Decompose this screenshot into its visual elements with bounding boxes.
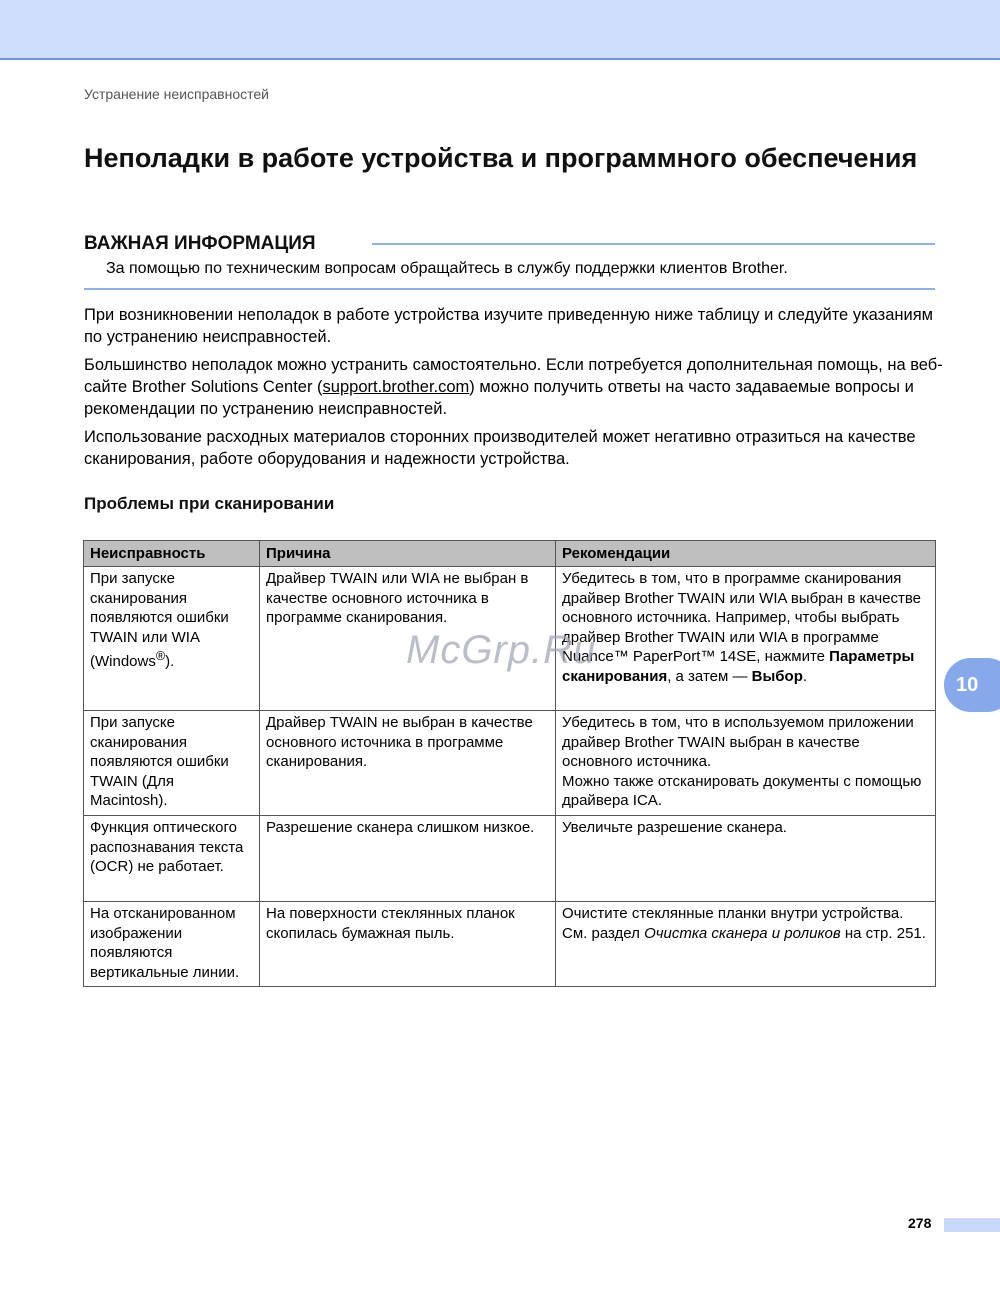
recommendation-cell xyxy=(556,567,936,711)
consumables-paragraph: Использование расходных материалов сторонних производителей может негативно отразиться на качестве сканирования, работе оборудования и надежности устройства. xyxy=(84,428,916,468)
header-recommendations: Рекомендации xyxy=(556,541,936,567)
table-row xyxy=(84,815,936,901)
important-text: За помощью по техническим вопросам обращайтесь в службу поддержки клиентов Brother. xyxy=(106,260,788,277)
rec-bold-select: Выбор xyxy=(751,667,803,685)
support-text-before: Большинство неполадок можно устранить самостоятельно. Если потребуется дополнительная помощь, на веб-сайте Brother Solutions Center ( xyxy=(84,356,943,396)
rec-line: Убедитесь в том, что в используемом приложении драйвер Brother TWAIN выбран в качестве основного источника. xyxy=(562,714,914,771)
rec-text: на стр. 251. xyxy=(840,924,926,942)
rec-line: Можно также отсканировать документы с помощью драйвера ICA. xyxy=(562,772,922,810)
running-header: Устранение неисправностей xyxy=(84,86,269,102)
rec-italic-reference[interactable]: Очистка сканера и роликов xyxy=(644,924,841,942)
recommendation-cell xyxy=(556,711,936,816)
problem-text: При запуске сканирования появляются ошибки TWAIN или WIA (Windows xyxy=(90,570,229,671)
problem-cell: Функция оптического распознавания текста (OCR) не работает. xyxy=(84,815,260,901)
page-number: 278 xyxy=(908,1215,932,1231)
support-paragraph xyxy=(84,354,944,420)
problem-cell xyxy=(84,567,260,711)
page-number-bar xyxy=(944,1218,1000,1232)
table-row xyxy=(84,711,936,816)
rec-text: . xyxy=(802,667,808,685)
scanning-issues-table xyxy=(83,540,936,987)
registered-mark: ® xyxy=(155,649,166,664)
rec-bold-scan-settings: Параметры сканирования xyxy=(562,648,915,685)
recommendation-cell: Увеличьте разрешение сканера. xyxy=(556,815,936,901)
recommendation-cell xyxy=(556,901,936,986)
cause-cell: Драйвер TWAIN или WIA не выбран в качестве основного источника в программе сканирования. xyxy=(260,567,556,711)
rec-text: Очистите стеклянные планки внутри устройства. См. раздел xyxy=(562,904,904,942)
intro-paragraph: При возникновении неполадок в работе устройства изучите приведенную ниже таблицу и следуйте указаниям по устранению неисправностей. xyxy=(84,306,933,346)
page-title: Неполадки в работе устройства и программного обеспечения xyxy=(84,143,918,173)
important-heading: ВАЖНАЯ ИНФОРМАЦИЯ xyxy=(84,233,316,254)
important-bottom-rule xyxy=(84,288,935,290)
header-cause: Причина xyxy=(260,541,556,567)
cause-cell: Драйвер TWAIN не выбран в качестве основного источника в программе сканирования. xyxy=(260,711,556,816)
top-band xyxy=(0,0,1000,60)
problem-cell: На отсканированном изображении появляются вертикальные линии. xyxy=(84,901,260,986)
section-heading: Проблемы при сканировании xyxy=(84,494,335,513)
cause-cell: Разрешение сканера слишком низкое. xyxy=(260,815,556,901)
cause-cell: На поверхности стеклянных планок скопилась бумажная пыль. xyxy=(260,901,556,986)
support-text-after: ) можно получить ответы на часто задаваемые вопросы и рекомендации по устранению неисправностей. xyxy=(84,378,914,418)
chapter-tab[interactable]: 10 xyxy=(944,658,1000,712)
table-header-row xyxy=(84,541,936,567)
watermark: McGrp.Ru xyxy=(406,628,597,672)
problem-cell: При запуске сканирования появляются ошибки TWAIN (Для Macintosh). xyxy=(84,711,260,816)
rec-text: Убедитесь в том, что в программе сканирования драйвер Brother TWAIN или WIA выбран в качестве основного источника. Например, чтобы выбрать драйвер Brother TWAIN или WIA в программе Nuance™ PaperPort™ 14SE, нажмите xyxy=(562,570,922,666)
support-link[interactable]: support.brother.com xyxy=(322,378,470,396)
problem-text-end: ). xyxy=(165,653,175,671)
table-row xyxy=(84,901,936,986)
header-problem: Неисправность xyxy=(84,541,260,567)
rec-text: , а затем — xyxy=(667,667,752,685)
important-rule xyxy=(372,243,935,245)
